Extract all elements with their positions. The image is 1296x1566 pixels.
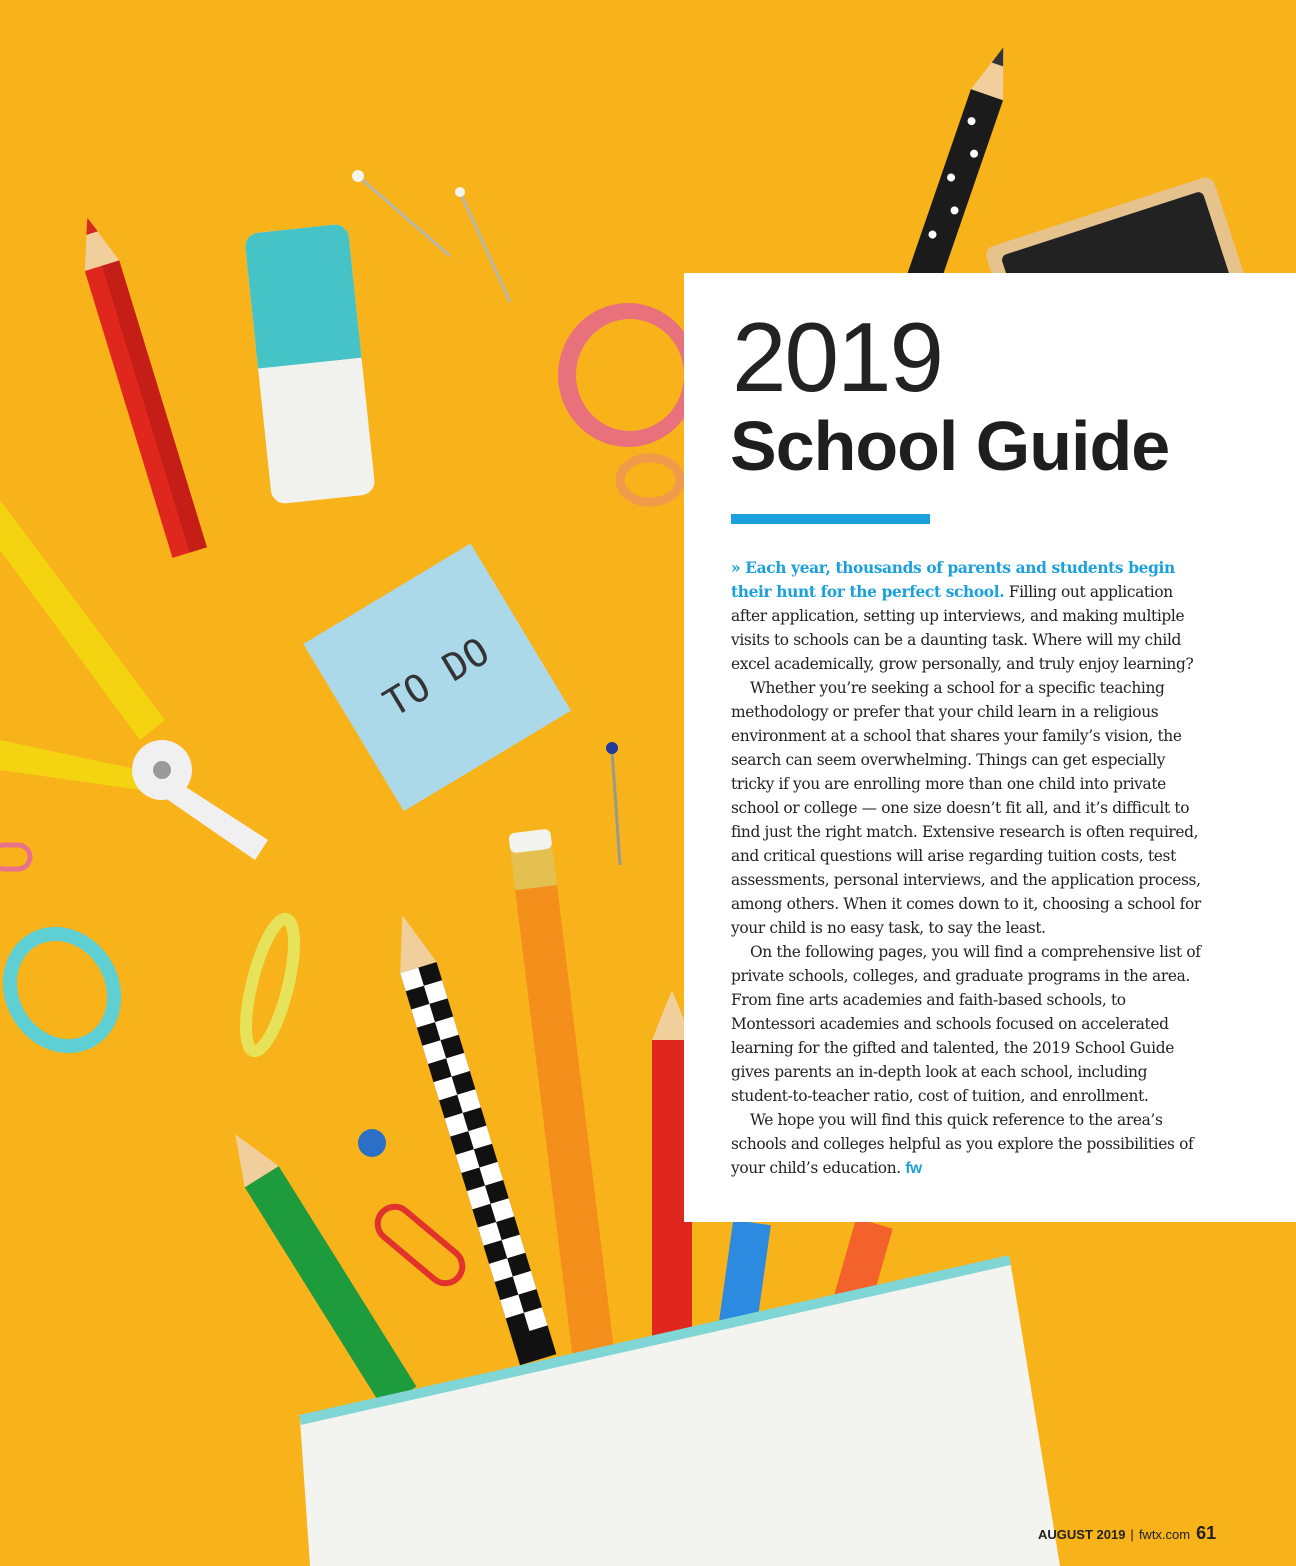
- footer-issue-date: AUGUST 2019: [1038, 1527, 1126, 1542]
- page-number: 61: [1196, 1523, 1217, 1543]
- article-body: [731, 556, 1201, 1181]
- paragraph-4-text: We hope you will find this quick reference to the area’s schools and colleges helpful as you explore the possibilities of your child’s education.: [731, 1111, 1194, 1177]
- article-year: 2019: [732, 302, 943, 412]
- paragraph-2: Whether you’re seeking a school for a specific teaching methodology or prefer that your child learn in a religious environment at a school that shares your family’s vision, the search can seem overwhelming. Things can get especially tricky if you are enrolling more than one child into private school or college — one size doesn’t fit all, and it’s difficult to find just the right match. Extensive research is often required, and critical questions will arise regarding tuition costs, test assessments, personal interviews, and the application process, among others. When it comes down to it, choosing a school for your child is no easy task, to say the least.: [731, 679, 1201, 937]
- paragraph-1: [731, 556, 1201, 676]
- paragraph-3: On the following pages, you will find a comprehensive list of private schools, colleges, and graduate programs in the area. From fine arts academies and faith-based schools, to Montessori academies and schools focused on accelerated learning for the gifted and talented, the 2019 School Guide gives parents an in-depth look at each school, including student-to-teacher ratio, cost of tuition, and enrollment.: [731, 943, 1201, 1105]
- todo-note-text: TO DO: [376, 628, 497, 726]
- lead-highlight: » Each year, thousands of parents and students begin their hunt for the perfect school.: [731, 559, 1175, 601]
- article-title: School Guide: [730, 407, 1170, 485]
- page-footer: [1038, 1523, 1216, 1544]
- footer-site: fwtx.com: [1138, 1527, 1191, 1542]
- title-divider: [731, 514, 930, 524]
- paragraph-1-text: Filling out application after application, setting up interviews, and making multiple visits to schools can be a daunting task. Where will my child excel academically, grow personally, and truly enjoy learning?: [731, 583, 1194, 673]
- signoff-mark: fw: [905, 1160, 922, 1177]
- footer-separator: |: [1130, 1527, 1134, 1542]
- paragraph-4: [731, 1108, 1201, 1181]
